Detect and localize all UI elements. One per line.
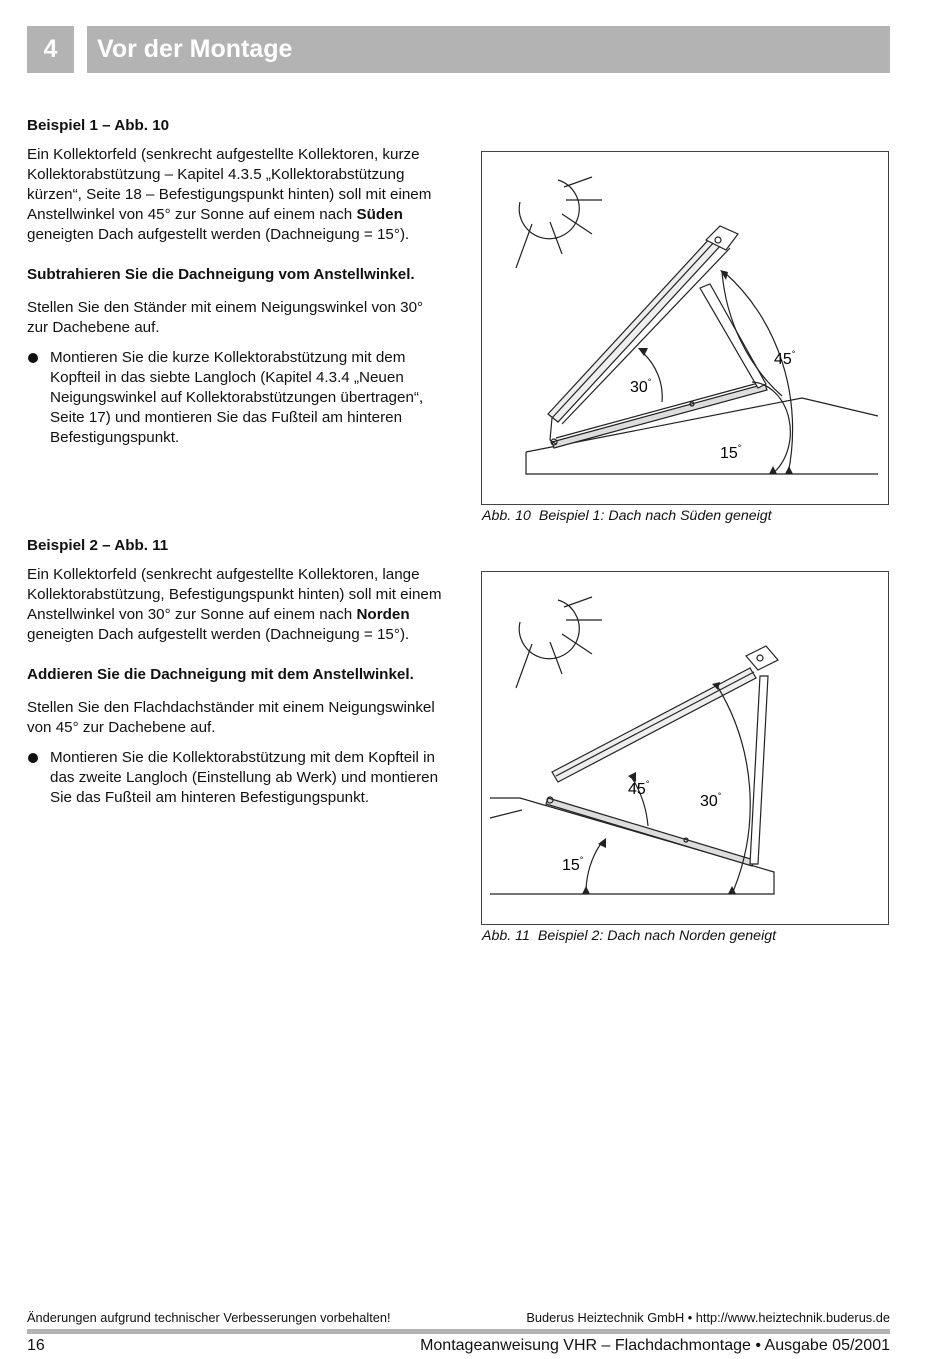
angle-15-label: 15°	[562, 855, 584, 874]
page-number: 16	[27, 1337, 45, 1354]
roof-outline	[490, 798, 774, 894]
bullet-icon	[28, 753, 38, 763]
angle-15-label: 15°	[720, 443, 742, 462]
sun-icon	[519, 180, 579, 239]
direction-sued: Süden	[356, 206, 403, 223]
angle-30-label: 30°	[630, 377, 652, 396]
angle-30-label: 30°	[700, 791, 722, 810]
direction-norden: Norden	[356, 606, 410, 623]
angle-45-label: 45°	[774, 349, 796, 368]
figure-10-drawing	[482, 152, 888, 504]
example-1-bullet: Montieren Sie die kurze Kollektorabstützung mit dem Kopfteil in das siebte Langloch (Kapitel 4.3.4 „Neuen Neigungswinkel auf Kollektorabstützungen übertragen“, Seite 17) und montieren Sie das Fußteil am hinteren Befestigungspunkt.	[27, 348, 442, 448]
example-2-heading: Beispiel 2 – Abb. 11	[27, 537, 169, 554]
footer-divider	[27, 1329, 890, 1334]
example-1-intro: Ein Kollektorfeld (senkrecht aufgestellte Kollektoren, kurze Kollektorabstützung – Kapitel 4.3.5 „Kollektorabstützung kürzen“, Seite 18 – Befestigungspunkt hinten) soll mit einem Anstellwinkel von 45° zur Sonne auf einem nach Süden geneigten Dach aufgestellt werden (Dachneigung = 15°).	[27, 146, 432, 243]
figure-11-caption: Abb. 11 Beispiel 2: Dach nach Norden geneigt	[482, 928, 777, 944]
figure-10	[481, 151, 889, 505]
footer-disclaimer: Änderungen aufgrund technischer Verbesserungen vorbehalten!	[27, 1310, 391, 1325]
example-2-bullet: Montieren Sie die Kollektorabstützung mit dem Kopfteil in das zweite Langloch (Einstellung ab Werk) und montieren Sie das Fußteil am hinteren Befestigungspunkt.	[27, 748, 442, 808]
figure-10-caption: Abb. 10 Beispiel 1: Dach nach Süden geneigt	[482, 508, 772, 524]
sun-icon	[519, 600, 579, 659]
angle-45-label: 45°	[628, 779, 650, 798]
example-2-paragraph: Stellen Sie den Flachdachständer mit einem Neigungswinkel von 45° zur Dachebene auf.	[27, 699, 435, 736]
footer-company: Buderus Heiztechnik GmbH • http://www.heiztechnik.buderus.de	[526, 1310, 890, 1325]
document-title: Montageanweisung VHR – Flachdachmontage • Ausgabe 05/2001	[420, 1337, 890, 1354]
example-2-subheading: Addieren Sie die Dachneigung mit dem Anstellwinkel.	[27, 666, 414, 683]
chapter-number: 4	[27, 26, 74, 73]
example-2-intro: Ein Kollektorfeld (senkrecht aufgestellte Kollektoren, lange Kollektorabstützung, Befestigungspunkt hinten) soll mit einem Anstellwinkel von 30° zur Sonne auf einem nach Norden geneigten Dach aufgestellt werden (Dachneigung = 15°).	[27, 566, 442, 643]
chapter-title: Vor der Montage	[87, 26, 890, 73]
example-1-section	[27, 116, 442, 448]
figure-11	[481, 571, 889, 925]
example-1-heading: Beispiel 1 – Abb. 10	[27, 117, 170, 134]
roof-outline	[526, 452, 878, 474]
example-1-subheading: Subtrahieren Sie die Dachneigung vom Anstellwinkel.	[27, 266, 415, 283]
example-1-paragraph: Stellen Sie den Ständer mit einem Neigungswinkel von 30° zur Dachebene auf.	[27, 299, 424, 336]
figure-11-drawing	[482, 572, 888, 924]
example-2-section	[27, 536, 442, 808]
bullet-icon	[28, 353, 38, 363]
